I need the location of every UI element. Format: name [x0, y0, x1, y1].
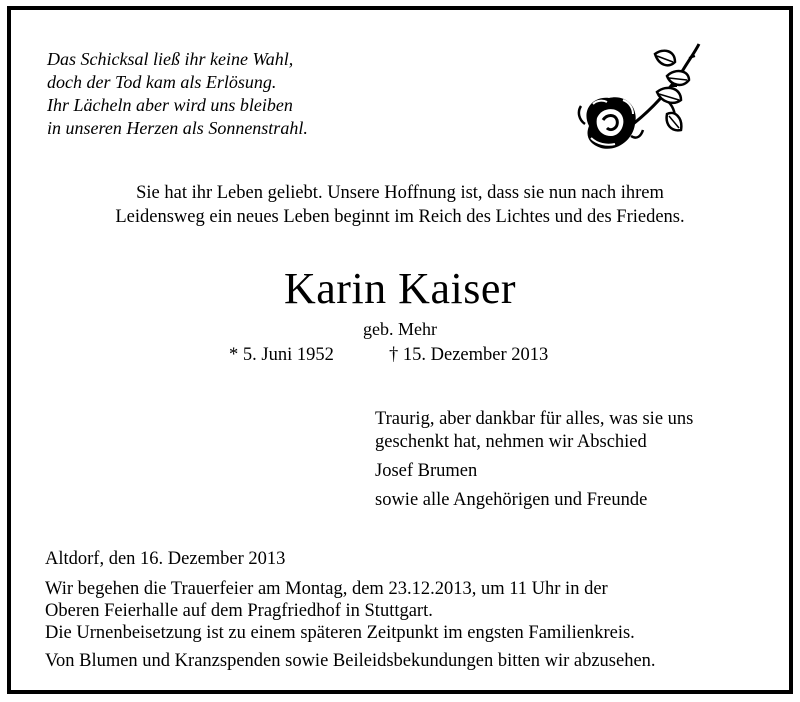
poem-line: Das Schicksal ließ ihr keine Wahl, [47, 49, 294, 69]
ceremony-line: Oberen Feierhalle auf dem Pragfriedhof in Stuttgart. [45, 601, 433, 621]
poem-line: doch der Tod kam als Erlösung. [47, 72, 277, 92]
mourners-others: sowie alle Angehörigen und Freunde [375, 490, 648, 510]
obituary-frame [7, 6, 793, 694]
poem-line: in unseren Herzen als Sonnenstrahl. [47, 118, 308, 138]
urn-note: Die Urnenbeisetzung ist zu einem späteren Zeitpunkt im engsten Familienkreis. [45, 623, 635, 643]
mourners-text: geschenkt hat, nehmen wir Abschied [375, 432, 647, 452]
mourners-block [375, 408, 693, 512]
mourner-name: Josef Brumen [375, 461, 478, 481]
place-date: Altdorf, den 16. Dezember 2013 [45, 549, 286, 569]
rose-icon [571, 40, 711, 160]
intro-line: Leidensweg ein neues Leben beginnt im Reich des Lichtes und des Friedens. [115, 207, 685, 227]
ceremony-line: Wir begehen die Trauerfeier am Montag, dem 23.12.2013, um 11 Uhr in der [45, 579, 608, 599]
death-date: † 15. Dezember 2013 [389, 345, 549, 365]
deceased-name: Karin Kaiser [283, 264, 516, 313]
poem-line: Ihr Lächeln aber wird uns bleiben [47, 95, 293, 115]
birth-name: geb. Mehr [363, 319, 437, 339]
intro-line: Sie hat ihr Leben geliebt. Unsere Hoffnung ist, dass sie nun nach ihrem [136, 183, 664, 203]
mourners-text: Traurig, aber dankbar für alles, was sie uns [375, 409, 694, 429]
poem [47, 48, 308, 140]
footer-block [45, 548, 761, 672]
intro-text [11, 181, 789, 229]
birth-date: * 5. Juni 1952 [229, 345, 334, 365]
flowers-note: Von Blumen und Kranzspenden sowie Beileidsbekundungen bitten wir abzusehen. [45, 651, 656, 671]
